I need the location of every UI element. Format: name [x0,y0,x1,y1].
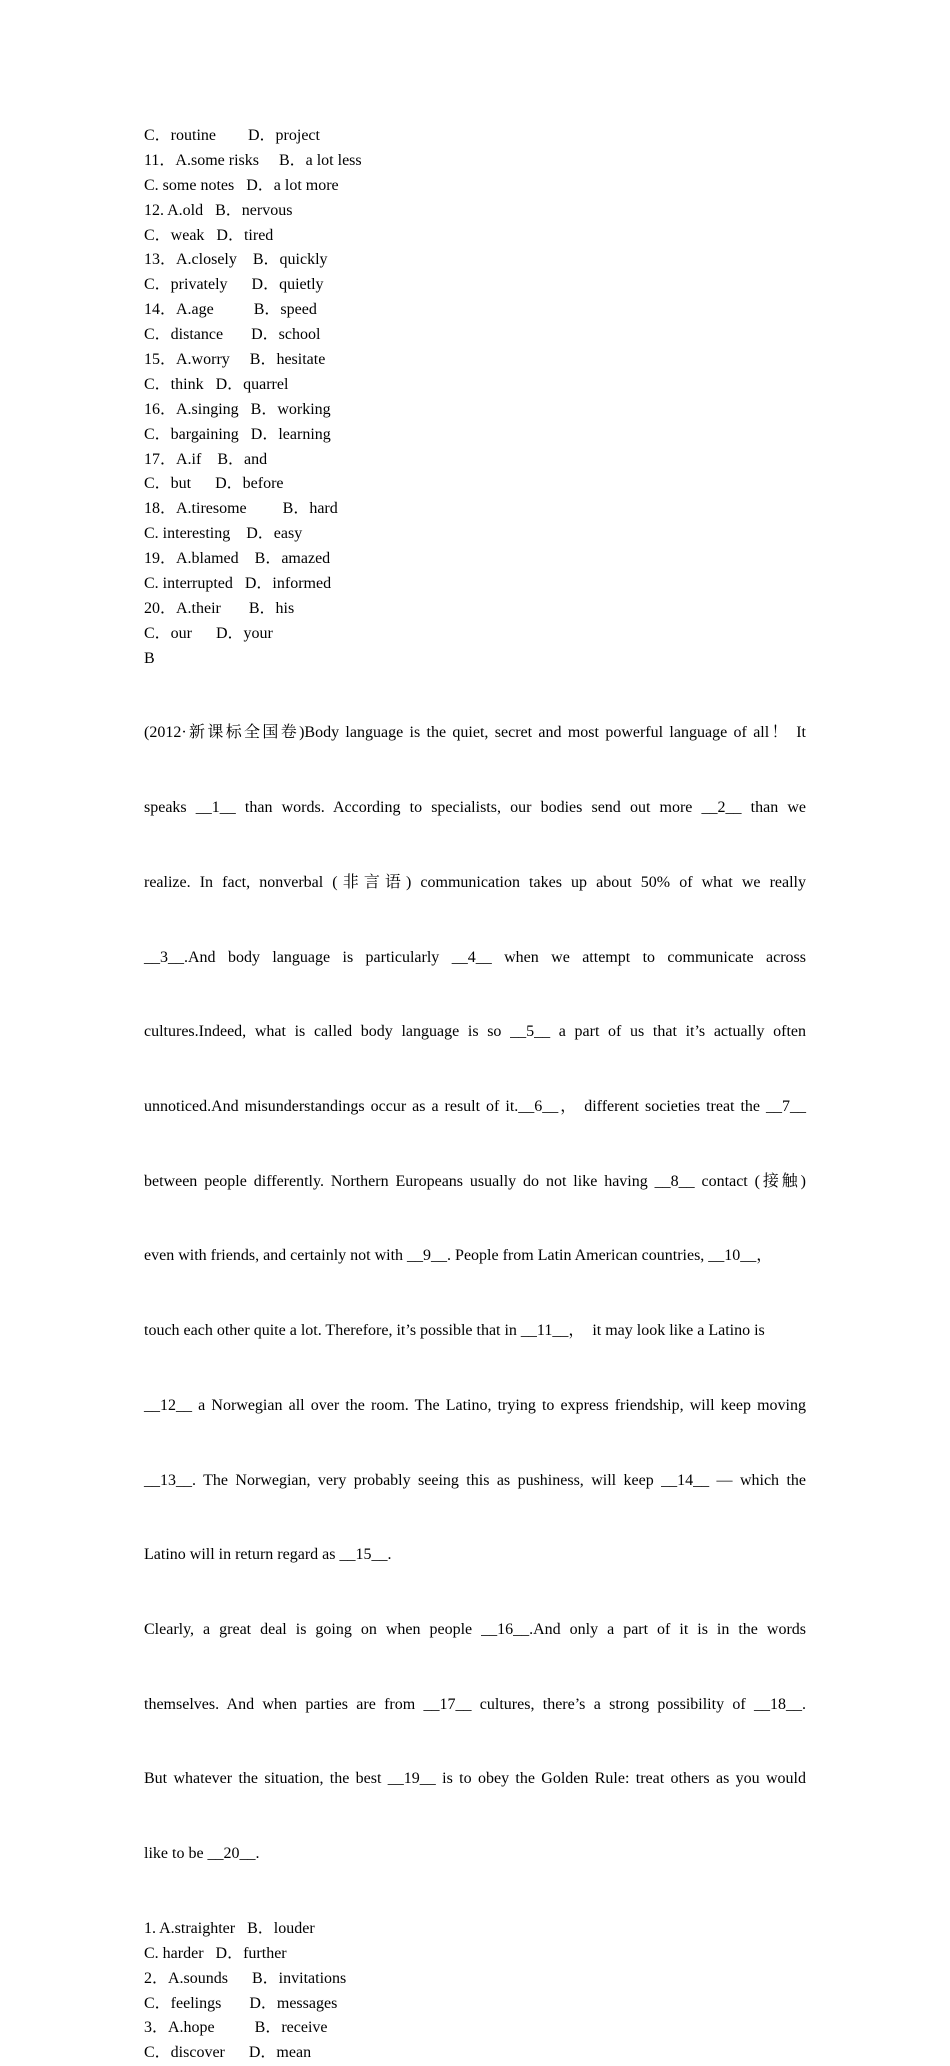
passage-line: Clearly, a great deal is going on when people __16__.And only a part of it is in the words [144,1621,806,1639]
passage-line: realize. In fact, nonverbal (非言语) communication takes up about 50% of what we really [144,873,806,891]
option-line: 18．A.tiresome B．hard [144,500,338,518]
option-line: C．discover D．mean [144,2044,312,2062]
option-line: C. some notes D．a lot more [144,176,339,194]
passage-line: between people differently. Northern Europeans usually do not like having __8__ contact (接触) [144,1172,806,1190]
option-line: C．but D．before [144,475,284,493]
option-line: C．routine D．project [144,127,320,144]
options-section-top [144,124,806,672]
option-line: 3．A.hope B．receive [144,2019,328,2037]
option-line: C．weak D．tired [144,226,274,244]
option-line: 16．A.singing B．working [144,400,331,418]
passage-line: __12__ a Norwegian all over the room. The Latino, trying to express friendship, will keep moving [144,1396,806,1414]
option-line: 15．A.worry B．hesitate [144,351,326,369]
passage-line: like to be __20__. [144,1845,260,1863]
option-line: C．think D．quarrel [144,375,289,393]
option-line: 12. A.old B．nervous [144,201,293,219]
option-line: 17．A.if B．and [144,450,268,468]
option-line: C．feelings D．messages [144,1994,338,2012]
passage-line: speaks __1__ than words. According to specialists, our bodies send out more __2__ than we [144,799,806,817]
option-line: C．distance D．school [144,326,321,344]
cloze-passage [144,672,806,1917]
passage-line: even with friends, and certainly not with __9__. People from Latin American countries, __10__， [144,1247,773,1265]
option-line: 2．A.sounds B．invitations [144,1969,347,1987]
option-line: 14．A.age B．speed [144,301,317,319]
option-line: C. harder D．further [144,1944,287,1962]
options-section-bottom [144,1917,806,2066]
option-line: 19．A.blamed B．amazed [144,550,331,568]
option-line: 20．A.their B．his [144,599,295,617]
passage-line: Latino will in return regard as __15__. [144,1546,392,1564]
passage-line: touch each other quite a lot. Therefore, it’s possible that in __11__， it may look like a Latino is [144,1322,765,1340]
option-line: 1. A.straighter B．louder [144,1919,315,1937]
passage-line: __3__.And body language is particularly __4__ when we attempt to communicate across [144,948,806,966]
passage-line: unnoticed.And misunderstandings occur as a result of it.__6__， different societies treat the __7__ [144,1098,806,1115]
option-line: C．bargaining D．learning [144,425,331,443]
option-line: 11．A.some risks B．a lot less [144,151,362,169]
option-line: C．our D．your [144,624,273,642]
option-line: C. interesting D．easy [144,525,303,543]
section-label: B [144,649,155,667]
option-line: C. interrupted D．informed [144,575,332,593]
passage-line: __13__. The Norwegian, very probably seeing this as pushiness, will keep __14__ — which the [144,1471,806,1489]
option-line: 13．A.closely B．quickly [144,251,328,269]
option-line: C．privately D．quietly [144,276,324,294]
passage-line: themselves. And when parties are from __17__ cultures, there’s a strong possibility of __18__. [144,1695,806,1713]
document-body [144,124,806,2066]
passage-line: (2012·新课标全国卷)Body language is the quiet, secret and most powerful language of all！ It [144,724,806,742]
passage-line: cultures.Indeed, what is called body language is so __5__ a part of us that it’s actually often [144,1023,806,1041]
passage-line: But whatever the situation, the best __19__ is to obey the Golden Rule: treat others as you would [144,1770,806,1788]
